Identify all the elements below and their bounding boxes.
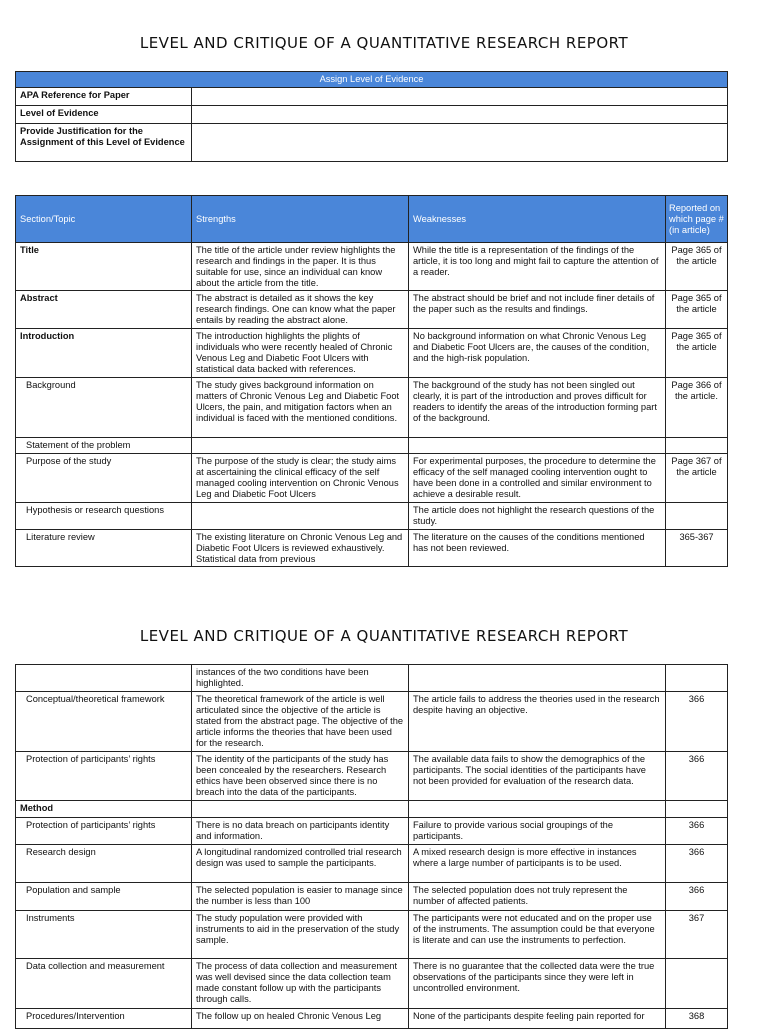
- row-topic: Method: [16, 801, 192, 818]
- row-strengths: The title of the article under review highlights the research and findings in the paper. It is thus suitable for use, since an individual can know about the article from the title.: [192, 243, 409, 291]
- evidence-table: [15, 71, 728, 162]
- table-row: [16, 243, 728, 291]
- row-strengths: The process of data collection and measurement was well devised since the data collection team made constant follow up with the participants through calls.: [192, 959, 409, 1009]
- row-page: [666, 801, 728, 818]
- row-topic: Protection of participants’ rights: [16, 752, 192, 801]
- table-row: [16, 883, 728, 911]
- row-weaknesses: A mixed research design is more effective in instances where a large number of participants is to be used.: [409, 845, 666, 883]
- table-row: [16, 692, 728, 752]
- row-page: [666, 665, 728, 692]
- header-page: Reported on which page # (in article): [666, 196, 728, 243]
- row-topic: Abstract: [16, 291, 192, 329]
- table-row: [16, 818, 728, 845]
- row-weaknesses: The abstract should be brief and not include finer details of the paper such as the results and findings.: [409, 291, 666, 329]
- table-row: [16, 291, 728, 329]
- page-title: LEVEL AND CRITIQUE OF A QUANTITATIVE RESEARCH REPORT: [139, 627, 629, 645]
- header-weaknesses: Weaknesses: [409, 196, 666, 243]
- row-page: 366: [666, 692, 728, 752]
- row-weaknesses: The participants were not educated and on the proper use of the instruments. The assumption could be that everyone is literate and can use the instruments to perfection.: [409, 911, 666, 959]
- level-of-evidence-value[interactable]: [192, 106, 728, 124]
- row-page: 366: [666, 845, 728, 883]
- row-weaknesses: The article does not highlight the research questions of the study.: [409, 503, 666, 530]
- row-topic: Title: [16, 243, 192, 291]
- row-topic: Statement of the problem: [16, 438, 192, 454]
- table-row: [16, 454, 728, 503]
- row-strengths: instances of the two conditions have been highlighted.: [192, 665, 409, 692]
- row-weaknesses: There is no guarantee that the collected data were the true observations of the participants since they were left in uncontrolled environment.: [409, 959, 666, 1009]
- row-weaknesses: While the title is a representation of the findings of the article, it is too long and might fail to capture the attention of a reader.: [409, 243, 666, 291]
- row-page: Page 366 of the article.: [666, 378, 728, 438]
- row-topic: [16, 665, 192, 692]
- row-weaknesses: [409, 438, 666, 454]
- row-topic: Procedures/Intervention: [16, 1009, 192, 1029]
- evidence-table-header: Assign Level of Evidence: [16, 72, 728, 88]
- row-page: [666, 438, 728, 454]
- table-row: [16, 665, 728, 692]
- row-strengths: The identity of the participants of the study has been concealed by the researchers. Research ethics have been observed since there is no breach into the data of the participants.: [192, 752, 409, 801]
- row-strengths: The selected population is easier to manage since the number is less than 100: [192, 883, 409, 911]
- row-page: Page 365 of the article: [666, 329, 728, 378]
- row-strengths: The study population were provided with instruments to aid in the preservation of the study sample.: [192, 911, 409, 959]
- row-weaknesses: Failure to provide various social groupings of the participants.: [409, 818, 666, 845]
- row-strengths: The existing literature on Chronic Venous Leg and Diabetic Foot Ulcers is reviewed exhaustively. Statistical data from previous: [192, 530, 409, 567]
- row-topic: Data collection and measurement: [16, 959, 192, 1009]
- table-row: [16, 959, 728, 1009]
- row-strengths: [192, 438, 409, 454]
- row-page: Page 367 of the article: [666, 454, 728, 503]
- row-topic: Protection of participants’ rights: [16, 818, 192, 845]
- row-strengths: A longitudinal randomized controlled trial research design was used to sample the participants.: [192, 845, 409, 883]
- justification-value[interactable]: [192, 124, 728, 162]
- row-page: 366: [666, 818, 728, 845]
- row-strengths: The study gives background information on matters of Chronic Venous Leg and Diabetic Foot Ulcers, the pain, and mitigation factors when an individual is faced with the mentioned conditions.: [192, 378, 409, 438]
- justification-label: Provide Justification for the Assignment of this Level of Evidence: [16, 124, 192, 162]
- apa-reference-value[interactable]: [192, 88, 728, 106]
- row-strengths: [192, 801, 409, 818]
- table-row: [16, 329, 728, 378]
- row-topic: Purpose of the study: [16, 454, 192, 503]
- table-row: [16, 1009, 728, 1029]
- row-page: 367: [666, 911, 728, 959]
- header-strengths: Strengths: [192, 196, 409, 243]
- row-strengths: The purpose of the study is clear; the study aims at ascertaining the clinical efficacy of the self managed cooling intervention on Chronic Venous Leg and Diabetic Foot Ulcers: [192, 454, 409, 503]
- row-page: Page 365 of the article: [666, 291, 728, 329]
- row-strengths: The follow up on healed Chronic Venous Leg: [192, 1009, 409, 1029]
- table-row: [16, 845, 728, 883]
- row-topic: Literature review: [16, 530, 192, 567]
- critique-table-continued: [15, 664, 728, 1029]
- row-topic: Background: [16, 378, 192, 438]
- row-page: 366: [666, 752, 728, 801]
- page-title: LEVEL AND CRITIQUE OF A QUANTITATIVE RESEARCH REPORT: [139, 34, 629, 52]
- table-row: [16, 503, 728, 530]
- table-row: [16, 752, 728, 801]
- row-page: [666, 959, 728, 1009]
- row-weaknesses: The literature on the causes of the conditions mentioned has not been reviewed.: [409, 530, 666, 567]
- row-topic: Conceptual/theoretical framework: [16, 692, 192, 752]
- header-section-topic: Section/Topic: [16, 196, 192, 243]
- row-weaknesses: The available data fails to show the demographics of the participants. The social identities of the participants have not been provided for evaluation of the research data.: [409, 752, 666, 801]
- row-strengths: The introduction highlights the plights of individuals who were recently healed of Chronic Venous Leg and Diabetic Foot Ulcers with statistical data backed with references.: [192, 329, 409, 378]
- apa-reference-label: APA Reference for Paper: [16, 88, 192, 106]
- row-weaknesses: For experimental purposes, the procedure to determine the efficacy of the self managed cooling intervention ought to have been done in a controlled and similar environment to achieve a desirable result.: [409, 454, 666, 503]
- row-topic: Population and sample: [16, 883, 192, 911]
- row-strengths: The theoretical framework of the article is well articulated since the objective of the article is stated from the abstract page. The objective of the article informs the theories that have been used for the research.: [192, 692, 409, 752]
- row-strengths: The abstract is detailed as it shows the key research findings. One can know what the paper entails by reading the abstract alone.: [192, 291, 409, 329]
- row-weaknesses: None of the participants despite feeling pain reported for: [409, 1009, 666, 1029]
- table-row: [16, 801, 728, 818]
- row-topic: Introduction: [16, 329, 192, 378]
- table-row: [16, 911, 728, 959]
- row-topic: Hypothesis or research questions: [16, 503, 192, 530]
- row-strengths: [192, 503, 409, 530]
- level-of-evidence-label: Level of Evidence: [16, 106, 192, 124]
- row-page: 366: [666, 883, 728, 911]
- row-weaknesses: No background information on what Chronic Venous Leg and Diabetic Foot Ulcers are, the causes of the condition, and the high-risk population.: [409, 329, 666, 378]
- row-page: [666, 503, 728, 530]
- table-row: [16, 530, 728, 567]
- critique-table: [15, 195, 728, 567]
- row-weaknesses: The background of the study has not been singled out clearly, it is part of the introduction and proves difficult for readers to identify the areas of the introduction forming part of the background.: [409, 378, 666, 438]
- table-row: [16, 438, 728, 454]
- row-topic: Instruments: [16, 911, 192, 959]
- table-row: [16, 378, 728, 438]
- row-strengths: There is no data breach on participants identity and information.: [192, 818, 409, 845]
- row-topic: Research design: [16, 845, 192, 883]
- row-page: 368: [666, 1009, 728, 1029]
- row-weaknesses: The selected population does not truly represent the number of affected patients.: [409, 883, 666, 911]
- row-page: 365-367: [666, 530, 728, 567]
- row-weaknesses: [409, 665, 666, 692]
- row-weaknesses: The article fails to address the theories used in the research despite having an objective.: [409, 692, 666, 752]
- row-weaknesses: [409, 801, 666, 818]
- row-page: Page 365 of the article: [666, 243, 728, 291]
